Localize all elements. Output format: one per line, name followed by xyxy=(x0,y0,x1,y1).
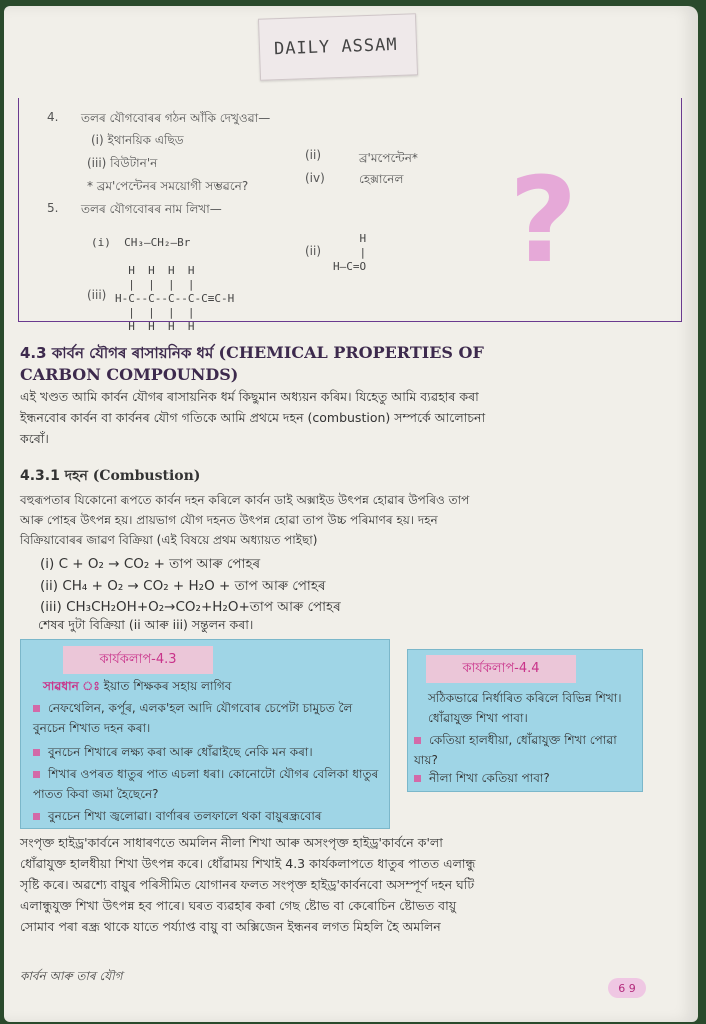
bullet-icon xyxy=(33,771,40,778)
subsection-title-en: (Combustion) xyxy=(92,468,201,484)
activity-4-3-item-text: নেফথেলিন, কৰ্পূৰ, এলক'হল আদি যৌগবোৰ চেপেটা চামুচত লৈ বুনচেন শিখাত দহন কৰা। xyxy=(33,701,353,735)
q5-text: তলৰ যৌগবোৰৰ নাম লিখা— xyxy=(81,202,222,216)
activity-4-4-item xyxy=(414,730,638,770)
warning-label: সাৱধান ঃ xyxy=(43,679,100,693)
q4-ii-label: (ii) xyxy=(305,148,322,162)
subsection-heading xyxy=(20,464,200,488)
chapter-footer: কাৰ্বন আৰু তাৰ যৌগ xyxy=(20,969,123,983)
stamp-text: DAILY ASSAM xyxy=(273,34,398,60)
section-number: 4.3 xyxy=(20,344,47,362)
question-mark-icon: ? xyxy=(509,151,578,289)
exercise-box xyxy=(18,98,682,333)
activity-4-4-item-text: কেতিয়া হালধীয়া, ধোঁৱাযুক্ত শিখা পোৱা যায়? xyxy=(414,733,617,767)
activity-4-3-item xyxy=(33,698,383,738)
q5-number: 5. xyxy=(47,201,59,215)
subsection-number: 4.3.1 xyxy=(20,468,60,484)
q5-ii-label: (ii) xyxy=(305,244,322,258)
reaction-2: (ii) CH₄ + O₂ → CO₂ + H₂O + তাপ আৰু পোহৰ xyxy=(40,578,326,594)
activity-4-3-item-text: বুনচেন শিখা জ্বলোৱা। বাৰ্ণাৰৰ তলফালে থকা বায়ুৰন্ধ্ৰবোৰ xyxy=(48,809,322,823)
q5-iii-structure: H H H H | | | | H-C--C--C--C-C≡C-H | | | | H H H H xyxy=(115,264,235,333)
activity-warning xyxy=(43,676,231,696)
q5-iii-label: (iii) xyxy=(87,288,107,302)
q4-ii: ব্ৰ'মপেন্টেন* xyxy=(359,151,418,165)
intro-paragraph: এই খণ্ডত আমি কাৰ্বন যৌগৰ ৰাসায়নিক ধৰ্ম কিছুমান অধ্যয়ন কৰিম। যিহেতু আমি ব্যৱহাৰ কৰা ইন্ধনবোৰ কাৰ্বন বা কাৰ্বনৰ যৌগ গতিকে আমি প্ৰথমে দহন (combustion) সম্পৰ্কে আলোচনা কৰোঁ। xyxy=(20,389,486,446)
q5-i-formula: (i) CH₃—CH₂—Br xyxy=(91,236,191,249)
activity-4-4-box xyxy=(407,649,643,792)
activity-4-3-item xyxy=(33,764,383,804)
warning-text: ইয়াত শিক্ষকৰ সহায় লাগিব xyxy=(103,679,232,693)
book-page xyxy=(4,6,698,1022)
daily-assam-stamp xyxy=(258,13,418,80)
activity-4-4-item xyxy=(414,768,638,788)
activity-4-3-box xyxy=(20,639,390,829)
section-title-en: (CHEMICAL PROPERTIES OF CARBON COMPOUNDS) xyxy=(20,343,484,384)
combustion-paragraph: বহুৰূপতাৰ যিকোনো ৰূপতে কাৰ্বন দহন কৰিলে কাৰ্বন ডাই অক্সাইড উৎপন্ন হোৱাৰ উপৰিও তাপ আৰু পোহৰ উৎপন্ন হয়। প্ৰায়ভাগ যৌগ দহনত উৎপন্ন হোৱা তাপ উচ্চ পৰিমাণৰ হয়। দহন বিক্ৰিয়াবোৰৰ জাৱণ বিক্ৰিয়া (এই বিষয়ে প্ৰথম অধ্যায়ত পাইছা) xyxy=(20,493,470,547)
section-title-as: কাৰ্বন যৌগৰ ৰাসায়নিক ধৰ্ম xyxy=(51,344,214,362)
q5-ii-structure: H | H—C=O xyxy=(333,232,367,273)
q4-text: তলৰ যৌগবোৰৰ গঠন আঁকি দেখুওৱা— xyxy=(81,111,271,125)
activity-4-3-item-text: শিখাৰ ওপৰত ধাতুৰ পাত এচলা ধৰা। কোনোটো যৌগৰ বেলিকা ধাতুৰ পাতত কিবা জমা হৈছেনে? xyxy=(33,767,379,801)
activity-4-3-item xyxy=(33,742,383,762)
q4-iv-label: (iv) xyxy=(305,171,325,185)
page-number: 6 9 xyxy=(608,978,646,998)
activity-4-3-item-text: বুনচেন শিখাৰে লক্ষ্য কৰা আৰু ধোঁৱাইছে নেকি মন কৰা। xyxy=(48,745,313,759)
activity-4-3-title: কাৰ্যকলাপ-4.3 xyxy=(63,646,213,674)
activity-4-4-item-text: নীলা শিখা কেতিয়া পাবা? xyxy=(429,771,550,785)
subsection-title-as: দহন xyxy=(64,468,88,484)
q4-iv: হেক্সানেল xyxy=(359,172,404,186)
bottom-paragraph: সংপৃক্ত হাইড্ৰ'কাৰ্বনে সাধাৰণতে অমলিন নীলা শিখা আৰু অসংপৃক্ত হাইড্ৰ'কাৰ্বনে ক'লা ধোঁৱাযুক্ত হালধীয়া শিখা উৎপন্ন কৰে। ধোঁৱাময় শিখাই 4.3 কাৰ্যকলাপতে ধাতুৰ পাতত এলান্ধু সৃষ্টি কৰে। অৱশ্যে বায়ুৰ পৰিসীমিত যোগানৰ ফলত সংপৃক্ত হাইড্ৰ'কাৰ্বনবো অসম্পূৰ্ণ দহন ঘটি এলান্ধুযুক্ত শিখা উৎপন্ন হব পাৰে। ঘৰত ব্যৱহাৰ কৰা গেছ ষ্টোভ বা কেৰোচিন ষ্টোভত বায়ু সোমাব পৰা ৰন্ধ্ৰ থাকে যাতে পৰ্য্যাপ্ত বায়ু বা অক্সিজেন ইন্ধনৰ লগত মিহলি হৈ অমলিন xyxy=(20,835,476,934)
bullet-icon xyxy=(33,705,40,712)
reaction-3: (iii) CH₃CH₂OH+O₂→CO₂+H₂O+তাপ আৰু পোহৰ xyxy=(40,599,341,615)
q4-iii: (iii) বিউটান'ন xyxy=(87,156,158,170)
reaction-note: শেষৰ দুটা বিক্ৰিয়া (ii আৰু iii) সন্তুলন কৰা। xyxy=(38,617,254,632)
bullet-icon xyxy=(33,813,40,820)
q4-i: (i) ইথানয়িক এছিড xyxy=(91,133,184,147)
q4-note: * ব্ৰম'পেন্টেনৰ সময়োগী সম্ভৱনে? xyxy=(87,179,249,193)
bullet-icon xyxy=(414,737,421,744)
activity-4-4-title: কাৰ্যকলাপ-4.4 xyxy=(426,655,576,683)
bullet-icon xyxy=(414,775,421,782)
section-heading xyxy=(20,342,500,386)
bullet-icon xyxy=(33,749,40,756)
reaction-1: (i) C + O₂ → CO₂ + তাপ আৰু পোহৰ xyxy=(40,556,261,572)
q4-number: 4. xyxy=(47,110,59,124)
activity-4-3-item xyxy=(33,806,383,826)
activity-4-4-intro: সঠিকভাৱে নিৰ্ধাৰিত কৰিলে বিভিন্ন শিখা। ধোঁৱাযুক্ত শিখা পাবা। xyxy=(428,691,622,725)
